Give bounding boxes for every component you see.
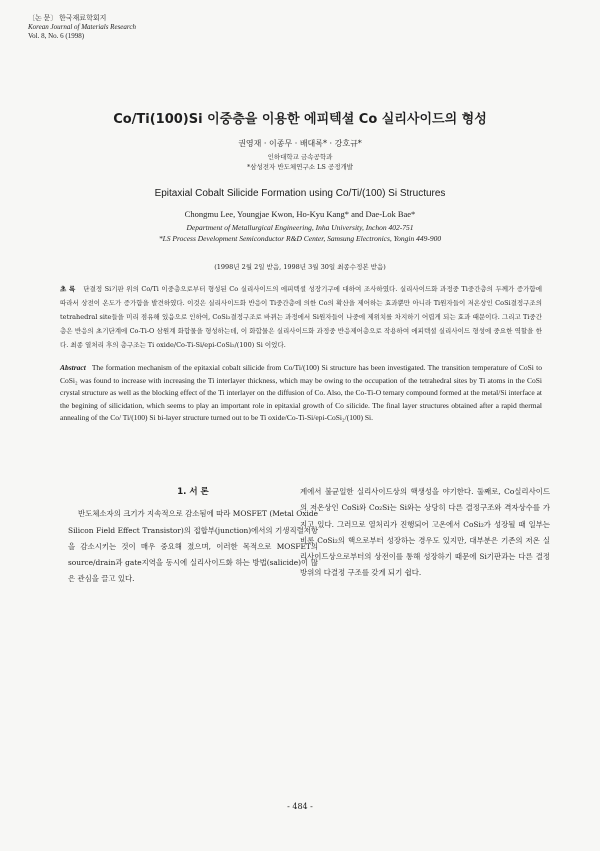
right-column-paragraph: 계에서 불균일한 실리사이드상의 핵생성을 야기한다. 둘째로, Co실리사이드의 저온상인 CoSi와 Co₂Si는 Si와는 상당히 다른 결정구조와 격자상수를 가지고 있다. 그러므로 열처리가 진행되어 고온에서 CoSi₂가 성장될 때 일부는 비록 CoSi₂의 핵으로부터 성장하는 경우도 있지만, 대부분은 기존의 저온 실리사이드상으로부터의 상전이를 통해 성장하기 때문에 Si기판과는 다른 결정방위의 다결정 구조를 갖게 되기 쉽다. [300, 487, 550, 578]
affiliation-korean-2: *삼성전자 반도체연구소 LS 공정개발 [246, 163, 354, 171]
abstract-korean [60, 282, 542, 352]
left-column-paragraph: 반도체소자의 크기가 지속적으로 감소됨에 따라 MOSFET (Metal Oxide Silicon Field Effect Transistor)의 접합부(junction)에서의 기생직렬저항을 감소시키는 것이 매우 중요해 졌으며, 이러한 목적으로 MOSFET의 source/drain과 gate지역을 동시에 실리사이드화 하는 방법(salicide)이 많은 관심을 끌고 있다. [68, 509, 318, 584]
title-english: Epitaxial Cobalt Silicide Formation using Co/Ti/(100) Si Structures [154, 188, 446, 199]
journal-line-2: Korean Journal of Materials Research [28, 23, 136, 31]
affiliation-english-1: Department of Metallurgical Engineering, Inha University, Inchon 402-751 [186, 223, 414, 232]
journal-line-1: 〔논 문〕 한국재료학회지 [28, 14, 107, 22]
affiliation-korean-1: 인하대학교 금속공학과 [267, 153, 333, 161]
body-column-right [300, 484, 550, 582]
body-column-left [68, 484, 318, 588]
abstract-english [60, 362, 542, 425]
page-number: - 484 - [287, 802, 313, 811]
abstract-english-label: Abstract [60, 363, 86, 372]
journal-line-3: Vol. 8, No. 6 (1998) [28, 32, 85, 40]
received-date: (1998년 2월 2일 받음, 1998년 3월 30일 최종수정본 받음) [214, 263, 386, 271]
authors-english: Chongmu Lee, Youngjae Kwon, Ho-Kyu Kang* and Dae-Lok Bae* [184, 209, 416, 219]
abstract-korean-label: 초 록 [60, 285, 76, 293]
section-heading: 1. 서 론 [177, 487, 209, 497]
journal-header [28, 14, 136, 41]
affiliation-english [0, 222, 600, 244]
affiliation-korean [0, 152, 600, 172]
authors-korean: 권영재 · 이종무 · 배대록* · 강호규* [238, 139, 362, 148]
abstract-english-text: The formation mechanism of the epitaxial cobalt silicide from Co/Ti/(100) Si structure has been investigated. The transition temperature of CoSi to CoSi₂ was found to increase with increasing the Ti interlayer thickness, which may be owing to the occupation of the tetrahedral sites by Ti atoms in the CoSi crystal structure as well as the blocking effect of the Ti interlayer on the diffusion of Co. Also, the Co-Ti-O ternary compound formed at the metal/Si interface at the begining of silicidation, which seems to play an important role in epitaxial growth of Co silicide. The final layer structures obtained after a rapid thermal annealing of the Co/ Ti/(100) Si bi-layer structure turned out to be Ti oxide/Co-Ti-Si/epi-CoSi₂/(100) Si. [60, 363, 542, 422]
abstract-korean-text: 단결정 Si기판 위의 Co/Ti 이중층으로부터 형성된 Co 실리사이드의 에피텍셜 성장기구에 대하여 조사하였다. 실리사이드화 과정중 Ti중간층의 두께가 증가함에 따라서 상전이 온도가 증가함을 발견하였다. 이것은 실리사이드화 반응이 Ti중간층에 의한 Co의 확산을 제어하는 효과뿐만 아니라 Ti원자들이 저온상인 CoSi결정구조의 tetrahedral site들을 미리 점유해 있음으로 인하여, CoSi₂결정구조로 바뀌는 과정에서 Si원자들이 나중에 제위치를 차지하기 어렵게 되는 효과 때문이다. 그리고 Ti중간층은 반응의 초기단계에 Co-Ti-O 삼원계 화합물을 형성하는데, 이 화합물은 실리사이드화 과정중 반응제어층으로 작용하여 에피텍셜 실리사이드 형성에 중요한 역할을 한다. 최종 열처리 후의 층구조는 Ti oxide/Co-Ti-Si/epi-CoSi₂/(100) Si 이었다. [60, 285, 542, 349]
title-korean: Co/Ti(100)Si 이중층을 이용한 에피텍셜 Co 실리사이드의 형성 [113, 112, 487, 127]
affiliation-english-2: *LS Process Development Semiconductor R&D Center, Samsung Electronics, Yongin 449-900 [158, 234, 442, 243]
